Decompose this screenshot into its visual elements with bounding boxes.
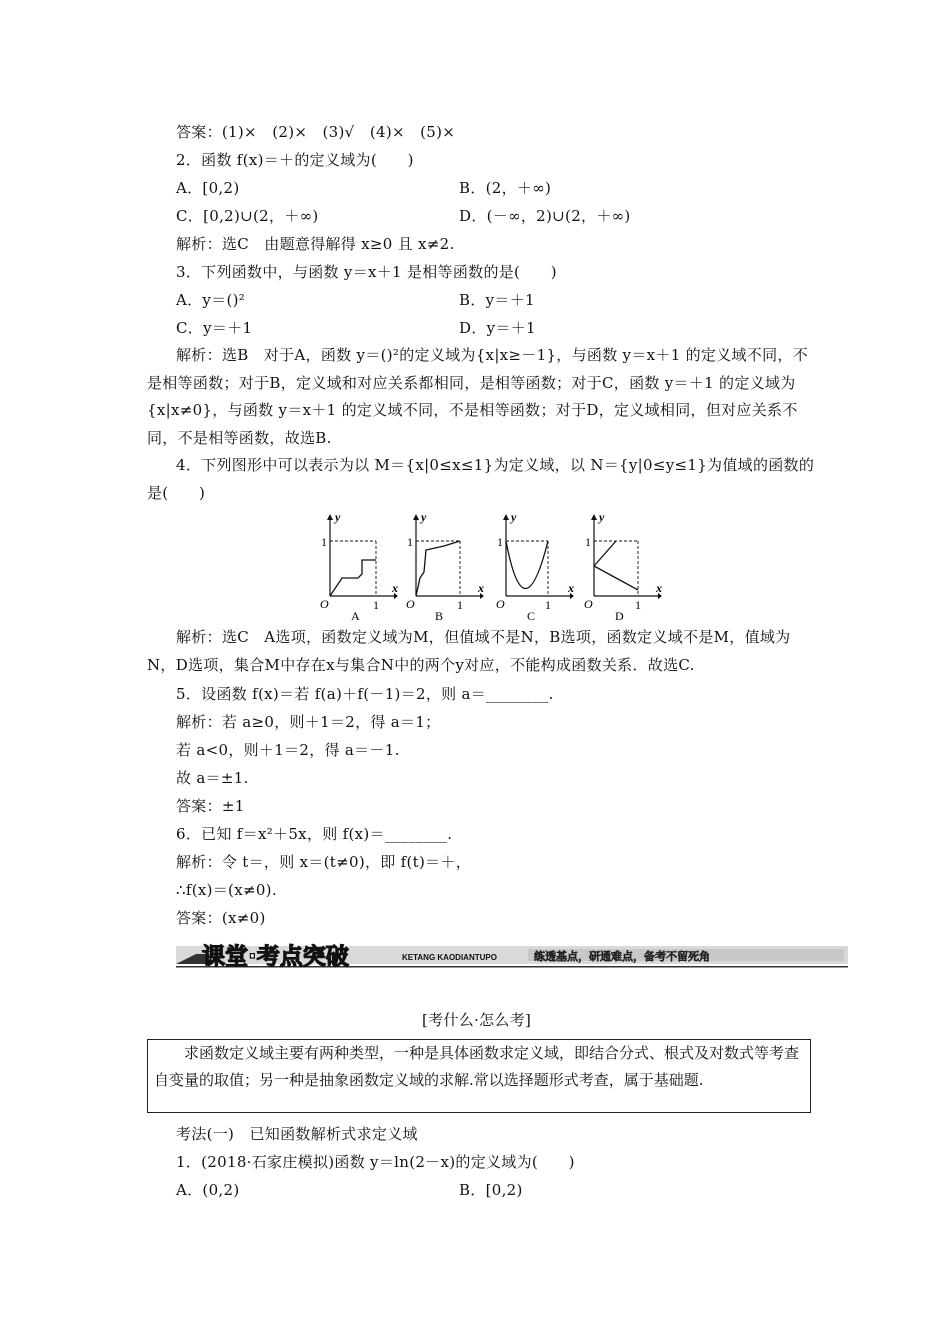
option-7a: A．(0,2) — [176, 1181, 240, 1199]
graph-label-a: A — [351, 609, 360, 620]
graph-d — [582, 508, 662, 620]
y-axis-label: y — [335, 510, 341, 524]
graph-b — [404, 508, 484, 620]
tick-y1: 1 — [585, 535, 591, 549]
option-2c: C．[0,2)∪(2，＋∞) — [176, 207, 319, 225]
x-axis-label: x — [392, 581, 398, 595]
question-4: 4．下列图形中可以表示为以 M＝{x|0≤x≤1}为定义域，以 N＝{y|0≤y≤1}为值域的函数的是( ) — [147, 456, 815, 502]
solution-5-line-1: 解析：若 a≥0，则＋1＝2，得 a＝1； — [176, 713, 441, 731]
tick-y1: 1 — [497, 535, 503, 549]
method-title: 考法(一) 已知函数解析式求定义域 — [176, 1125, 418, 1143]
origin-label: O — [496, 597, 505, 611]
solution-3: 解析：选B 对于A，函数 y＝()²的定义域为{x|x≥－1}，与函数 y＝x＋1 的定义域不同，不是相等函数；对于B，定义域和对应关系都相同，是相等函数；对于C，函数 y＝＋1 的定义域为{x|x≠0}，与函数 y＝x＋1 的定义域不同，不是相等函数；对于D，定义域相同，但对应关系不同，不是相等函数，故选B. — [147, 346, 809, 447]
option-2a: A．[0,2) — [176, 179, 240, 197]
option-3b: B．y＝＋1 — [459, 291, 535, 309]
origin-label: O — [406, 597, 415, 611]
y-axis-label: y — [599, 510, 605, 524]
question-7: 1．(2018·石家庄模拟)函数 y＝ln(2－x)的定义域为( ) — [176, 1153, 575, 1171]
answer-6: 答案：(x≠0) — [176, 909, 266, 927]
option-2d: D．(－∞，2)∪(2，＋∞) — [459, 207, 631, 225]
x-axis-label: x — [478, 581, 484, 595]
option-7b: B．[0,2) — [459, 1181, 523, 1199]
x-axis-label: x — [568, 581, 574, 595]
question-5: 5．设函数 f(x)＝若 f(a)＋f(－1)＝2，则 a＝________. — [176, 685, 554, 703]
banner-title: 课堂·考点突破 — [202, 944, 349, 970]
question-3: 3．下列函数中，与函数 y＝x＋1 是相等函数的是( ) — [176, 263, 557, 281]
section-title: [考什么·怎么考] — [422, 1011, 532, 1029]
tick-x1: 1 — [373, 598, 379, 612]
option-3a: A．y＝()² — [176, 291, 246, 309]
option-3c: C．y＝＋1 — [176, 319, 253, 337]
graph-label-b: B — [435, 609, 444, 620]
solution-2: 解析：选C 由题意得解得 x≥0 且 x≠2. — [176, 235, 455, 253]
graph-c — [494, 508, 574, 620]
x-axis-label: x — [656, 581, 662, 595]
answer-5: 答案：±1 — [176, 797, 245, 815]
origin-label: O — [320, 597, 329, 611]
tick-y1: 1 — [321, 535, 327, 549]
graph-label-d: D — [615, 609, 624, 620]
solution-5-line-2: 若 a<0，则＋1＝2，得 a＝－1. — [176, 741, 400, 759]
tick-x1: 1 — [545, 598, 551, 612]
banner-slogan: 练透基点，研通难点，备考不留死角 — [534, 950, 710, 963]
tick-y1: 1 — [407, 535, 413, 549]
option-2b: B．(2，＋∞) — [459, 179, 552, 197]
tick-x1: 1 — [635, 598, 641, 612]
summary-box: 求函数定义域主要有两种类型，一种是具体函数求定义域，即结合分式、根式及对数式等考查自变量的取值；另一种是抽象函数定义域的求解.常以选择题形式考查，属于基础题. — [147, 1039, 811, 1113]
banner-pinyin: KETANG KAODIANTUPO — [402, 953, 497, 962]
solution-6-line-1: 解析：令 t＝，则 x＝(t≠0)，即 f(t)＝＋， — [176, 853, 472, 871]
solution-6-line-2: ∴f(x)＝(x≠0). — [176, 881, 277, 899]
question-6: 6．已知 f＝x²＋5x，则 f(x)＝________. — [176, 825, 453, 843]
question-2: 2．函数 f(x)＝＋的定义域为( ) — [176, 151, 414, 169]
origin-label: O — [584, 597, 593, 611]
y-axis-label: y — [511, 510, 517, 524]
answer-line-1: 答案：(1)× (2)× (3)√ (4)× (5)× — [176, 123, 456, 141]
option-3d: D．y＝＋1 — [459, 319, 536, 337]
solution-4: 解析：选C A选项，函数定义域为M，但值域不是N，B选项，函数定义域不是M，值域为N，D选项，集合M中存在x与集合N中的两个y对应，不能构成函数关系．故选C. — [147, 628, 791, 674]
solution-5-line-3: 故 a＝±1. — [176, 769, 249, 787]
graph-label-c: C — [527, 609, 536, 620]
y-axis-label: y — [421, 510, 427, 524]
section-banner — [176, 940, 848, 970]
graph-a — [318, 508, 398, 620]
tick-x1: 1 — [457, 598, 463, 612]
